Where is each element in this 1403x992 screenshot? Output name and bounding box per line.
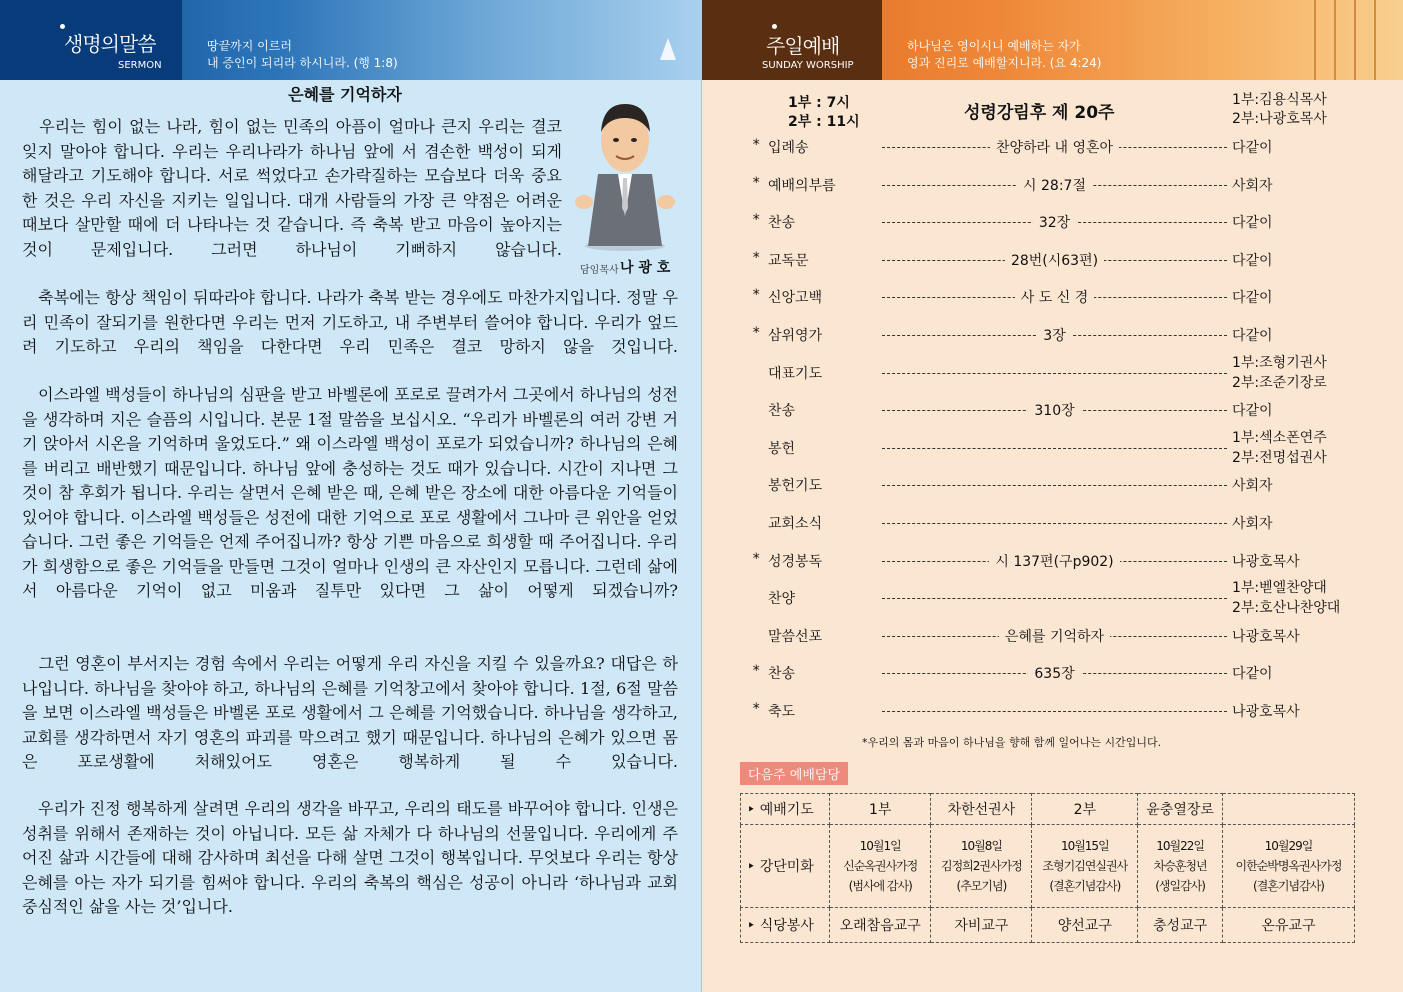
sermon-verse-line1: 땅끝까지 이르러 [207, 39, 292, 53]
kitchen-cell: 양선교구 [1032, 908, 1138, 943]
order-item-content-wrap [882, 175, 1227, 195]
prayer-cell: 2부 [1032, 794, 1138, 825]
order-item-name: 대표기도 [768, 365, 823, 382]
altar-reason: (생일감사) [1155, 879, 1205, 893]
worship-order-row [752, 701, 1362, 725]
worship-verse-line1: 하나님은 영이시니 예배하는 자가 [907, 39, 1081, 53]
order-leader-2: 2부:전명섭권사 [1232, 449, 1327, 466]
sermon-logo-title: 생명의말씀 [64, 32, 156, 56]
order-item-content: 3장 [1037, 328, 1071, 344]
altar-name: 신순옥권사가정 [843, 859, 918, 873]
prayer-label: ‣ 예배기도 [741, 794, 830, 825]
altar-cell [931, 825, 1032, 908]
prayer-cell [1222, 794, 1354, 825]
order-item-content-wrap [882, 287, 1227, 307]
order-item-name: 찬송 [768, 403, 796, 420]
order-item-leader: 다같이 [1232, 403, 1273, 420]
order-leader-1: 1부:조형기권사 [1232, 354, 1327, 371]
stand-mark: * [752, 174, 761, 191]
worship-order-row [752, 626, 1362, 650]
order-leader-1: 1부:벧엘찬양대 [1232, 580, 1327, 597]
order-item-name: 찬송 [768, 666, 796, 683]
worship-page [702, 0, 1403, 992]
stand-mark: * [752, 212, 761, 229]
order-item-name: 말씀선포 [768, 628, 823, 645]
altar-date: 10월1일 [859, 839, 901, 853]
logo-dot-icon [772, 24, 777, 29]
order-item-name: 축도 [768, 704, 796, 720]
worship-order-row [752, 663, 1362, 687]
order-item-leader: 다같이 [1232, 290, 1273, 307]
worship-note: *우리의 몸과 마음이 하나님을 향해 함께 일어나는 시간입니다. [862, 736, 1162, 749]
altar-reason: (범사에 감사) [848, 879, 912, 893]
order-item-name: 찬송 [768, 215, 796, 232]
order-item-name: 교독문 [768, 252, 809, 269]
duty-table [740, 793, 1355, 943]
altar-cell [830, 825, 931, 908]
order-leader-1: 1부:섹소폰연주 [1232, 429, 1327, 446]
altar-cell [1222, 825, 1354, 908]
order-item-content: 28번(시63편) [1005, 253, 1104, 269]
wheat-stalk-icon [1334, 0, 1336, 80]
order-item-leader: 다같이 [1232, 328, 1273, 344]
sermon-paragraph-1: 우리는 힘이 없는 나라, 힘이 없는 민족의 아픔이 얼마나 큰지 우리는 결코 잊지 말아야 합니다. 우리는 우리나라가 하나님 앞에 서 겸손한 백성이 되게 해달라고 기도해야 합니다. 서로 썩었다고 손가락질하는 모습보다 더욱 중요한 것은 우리 자신을 지키는 일입니다. 대개 사람들의 가장 큰 약점은 어려운 때보다 살만할 때에 더 나타나는 것 같습니다. 즉 축복 받고 마음이 높아지는 것이 문제입니다. 그러면 하나님이 기뻐하지 않습니다. [22, 117, 562, 259]
worship-logo-box [702, 0, 882, 80]
worship-order-row [752, 513, 1362, 537]
table-row [741, 825, 1355, 908]
order-item-name: 입례송 [768, 140, 809, 156]
kitchen-cell: 오래참음교구 [830, 908, 931, 943]
service-time-2: 2부 : 11시 [788, 114, 860, 130]
altar-cell [1138, 825, 1223, 908]
prayer-cell: 차한선권사 [931, 794, 1032, 825]
stand-mark: * [752, 550, 761, 567]
sermon-logo-sub: SERMON [118, 60, 162, 71]
wheat-stalk-icon [1374, 0, 1376, 80]
order-item-name: 예배의부름 [768, 177, 836, 194]
sermon-paragraph-2: 축복에는 항상 책임이 뒤따라야 합니다. 나라가 축복 받는 경우에도 마찬가지입니다. 정말 우리 민족이 잘되기를 원한다면 우리는 먼저 기도하고, 내 주변부터 쓸어야 합니다. 우리가 엎드려 기도하고 우리의 책임을 다한다면 우리 민족은 결코 망하지 않을 것입니다. [22, 288, 678, 356]
kitchen-label: ‣ 식당봉사 [741, 908, 830, 943]
pastor-2: 2부:나광호목사 [1232, 111, 1327, 127]
kitchen-cell: 충성교구 [1138, 908, 1223, 943]
leader-dashes [882, 448, 1227, 449]
leader-dashes [882, 523, 1227, 524]
order-item-content: 찬양하라 내 영혼아 [990, 140, 1119, 156]
altar-date: 10월15일 [1060, 839, 1109, 853]
worship-order-row [752, 551, 1362, 575]
next-week-badge: 다음주 예배담당 [740, 762, 848, 785]
sermon-title: 은혜를 기억하자 [288, 85, 402, 104]
leader-dashes [882, 711, 1227, 712]
stand-mark: * [752, 325, 761, 341]
sermon-header [0, 0, 701, 80]
order-item-content-wrap [882, 325, 1227, 345]
service-pastors [1232, 91, 1327, 129]
prayer-cell: 1부 [830, 794, 931, 825]
kitchen-cell: 자비교구 [931, 908, 1032, 943]
order-item-leaders [1232, 578, 1362, 618]
order-item-content: 은혜를 기억하자 [999, 629, 1110, 645]
pastor-label: 담임목사 [580, 265, 619, 276]
table-row [741, 794, 1355, 825]
worship-order-row [752, 212, 1362, 236]
order-item-name: 봉헌기도 [768, 478, 823, 495]
stand-mark: * [752, 287, 761, 304]
worship-order-row [752, 175, 1362, 199]
altar-name: 차승훈청년 [1153, 859, 1207, 873]
order-item-content-wrap [882, 551, 1227, 571]
order-item-content: 사 도 신 경 [1015, 290, 1094, 306]
altar-reason: (결혼기념감사) [1049, 879, 1121, 893]
order-item-leaders [1232, 353, 1362, 393]
pastor-name: 나 광 호 [620, 260, 671, 276]
worship-order-row [752, 325, 1362, 349]
wheat-stalk-icon [1314, 0, 1316, 80]
order-item-leader: 다같이 [1232, 140, 1273, 156]
order-item-name: 찬양 [768, 591, 796, 608]
sermon-paragraph-3: 이스라엘 백성들이 하나님의 심판을 받고 바벨론에 포로로 끌려가서 그곳에서 하나님의 성전을 생각하며 지은 슬픔의 시입니다. 본문 1절 말씀을 보십시오. “우리가 바벨론의 여러 강변 거기 앉아서 시온을 기억하며 울었도다.” 왜 이스라엘 백성이 포로가 되었습니까? 하나님의 은혜를 버리고 배반했기 때문입니다. 하나님 앞에 충성하는 것도 때가 있습니다. 시간이 지나면 그것이 참 후회가 됩니다. 우리는 살면서 은혜 받은 때, 은혜 받은 장소에 대한 아름다운 기억들이 있어야 합니다. 이스라엘 백성들은 성전에 대한 기억으로 포로 생활에서 그나마 큰 위안을 얻었습니다. 그런 좋은 기억들은 언제 주어집니까? 항상 기쁜 마음으로 희생할 때 주어집니다. 우리가 희생함으로 좋은 기억들을 만들면 그것이 얼마나 인생의 큰 자산인지 모릅니다. 그런데 삶에서 아름다운 기억이 없고 미움과 질투만 있다면 그 삶이 어떻게 되겠습니까? [22, 385, 678, 600]
order-leader-2: 2부:조준기장로 [1232, 374, 1327, 391]
altar-date: 10월22일 [1156, 839, 1204, 853]
stand-mark: * [752, 137, 761, 153]
worship-verse-line2: 영과 진리로 예배할지니라. (요 4:24) [907, 56, 1102, 70]
order-item-content-wrap [882, 212, 1227, 232]
order-item-leader: 사회자 [1232, 478, 1273, 495]
order-item-leader: 사회자 [1232, 516, 1273, 532]
order-item-name: 교회소식 [768, 516, 823, 532]
order-item-content-wrap [882, 400, 1227, 420]
wheat-stalk-icon [1354, 0, 1356, 80]
altar-cell [1032, 825, 1138, 908]
worship-order-row [752, 354, 1362, 391]
leader-dashes [882, 598, 1227, 599]
worship-order-row [752, 250, 1362, 274]
order-item-leaders [1232, 428, 1362, 468]
pastor-1: 1부:김용식목사 [1232, 92, 1327, 108]
order-item-name: 신앙고백 [768, 290, 823, 307]
altar-name: 이한순박명옥권사가정 [1235, 859, 1342, 873]
altar-date: 10월29일 [1264, 839, 1313, 853]
worship-order-row [752, 137, 1362, 161]
order-item-leader: 나광호목사 [1232, 553, 1300, 570]
worship-order-row [752, 400, 1362, 424]
altar-date: 10월8일 [960, 839, 1002, 853]
worship-order-row [752, 475, 1362, 499]
order-item-leader: 나광호목사 [1232, 704, 1300, 720]
service-title: 성령강림후 제 20주 [964, 103, 1115, 123]
worship-order-row [752, 580, 1362, 617]
altar-name: 김정희2권사가정 [941, 859, 1022, 873]
altar-label: ‣ 강단미화 [741, 825, 830, 908]
order-item-content: 32장 [1033, 215, 1076, 231]
prayer-label-text: 예배기도 [759, 802, 814, 818]
sermon-paragraph-4: 그런 영혼이 부서지는 경험 속에서 우리는 어떻게 우리 자신을 지킬 수 있을까요? 대답은 하나입니다. 하나님을 찾아야 하고, 하나님의 은혜를 기억창고에서 찾아야 합니다. 1절, 6절 말씀을 보면 이스라엘 백성들은 바벨론 포로 생활에서 그 은혜를 기억했습니다. 하나님을 생각하고, 교회를 생각하면서 자기 영혼의 파괴를 막으려고 했기 때문입니다. 하나님의 은혜가 있으면 몸은 포로생활에 처해있어도 영혼은 행복하게 될 수 있습니다. [22, 654, 678, 771]
order-item-name: 삼위영가 [768, 328, 823, 344]
order-item-content: 310장 [1028, 403, 1080, 419]
order-item-leader: 나광호목사 [1232, 628, 1300, 645]
order-item-leader: 사회자 [1232, 177, 1273, 194]
order-item-name: 성경봉독 [768, 553, 823, 570]
altar-name: 조형기김연실권사 [1042, 859, 1128, 873]
stand-mark: * [752, 663, 761, 680]
kitchen-label-text: 식당봉사 [759, 918, 814, 934]
sailboat-icon [660, 38, 676, 60]
pastor-portrait-icon [570, 96, 680, 252]
worship-logo-title: 주일예배 [766, 34, 840, 58]
stand-mark: * [752, 249, 761, 266]
order-item-content-wrap [882, 137, 1227, 157]
altar-label-text: 강단미화 [759, 859, 814, 875]
order-item-content-wrap [882, 250, 1227, 270]
order-item-name: 봉헌 [768, 440, 796, 457]
sermon-paragraph-5: 우리가 진정 행복하게 살려면 우리의 생각을 바꾸고, 우리의 태도를 바꾸어야 합니다. 인생은 성취를 위해서 존재하는 것이 아닙니다. 모든 삶 자체가 다 하나님의 선물입니다. 우리에게 주어진 삶과 시간들에 대해 감사하며 최선을 다해 살면 그것이 행복입니다. 무엇보다 우리는 항상 은혜를 아는 자가 되기를 힘써야 합니다. 우리의 축복의 핵심은 성공이 아니라 ‘하나님과 교회 중심적인 삶을 사는 것’입니다. [22, 799, 678, 916]
order-item-leader: 다같이 [1232, 252, 1273, 269]
kitchen-cell: 온유교구 [1222, 908, 1354, 943]
altar-reason: (추모기념) [956, 879, 1007, 893]
prayer-cell: 윤충열장로 [1138, 794, 1223, 825]
sermon-verse-line2: 내 증인이 되리라 하시니라. (행 1:8) [207, 56, 398, 70]
sermon-logo-box [0, 0, 182, 80]
worship-order-row [752, 429, 1362, 466]
stand-mark: * [752, 701, 761, 717]
order-item-leader: 다같이 [1232, 215, 1273, 232]
leader-dashes [882, 485, 1227, 486]
table-row [741, 908, 1355, 943]
service-time-1: 1부 : 7시 [788, 95, 850, 111]
order-item-leader: 다같이 [1232, 666, 1273, 683]
worship-logo-sub: SUNDAY WORSHIP [762, 60, 854, 71]
worship-order-row [752, 287, 1362, 311]
order-item-content-wrap [882, 626, 1227, 646]
worship-verse [907, 38, 1102, 72]
sermon-verse [207, 38, 398, 72]
order-item-content-wrap [882, 663, 1227, 683]
order-item-content: 시 28:7절 [1017, 178, 1092, 194]
order-item-content: 635장 [1028, 666, 1080, 682]
altar-reason: (결혼기념감사) [1253, 879, 1324, 893]
leader-dashes [882, 373, 1227, 374]
worship-header [702, 0, 1403, 80]
order-leader-2: 2부:호산나찬양대 [1232, 600, 1341, 617]
order-item-content: 시 137편(구p902) [989, 554, 1119, 570]
